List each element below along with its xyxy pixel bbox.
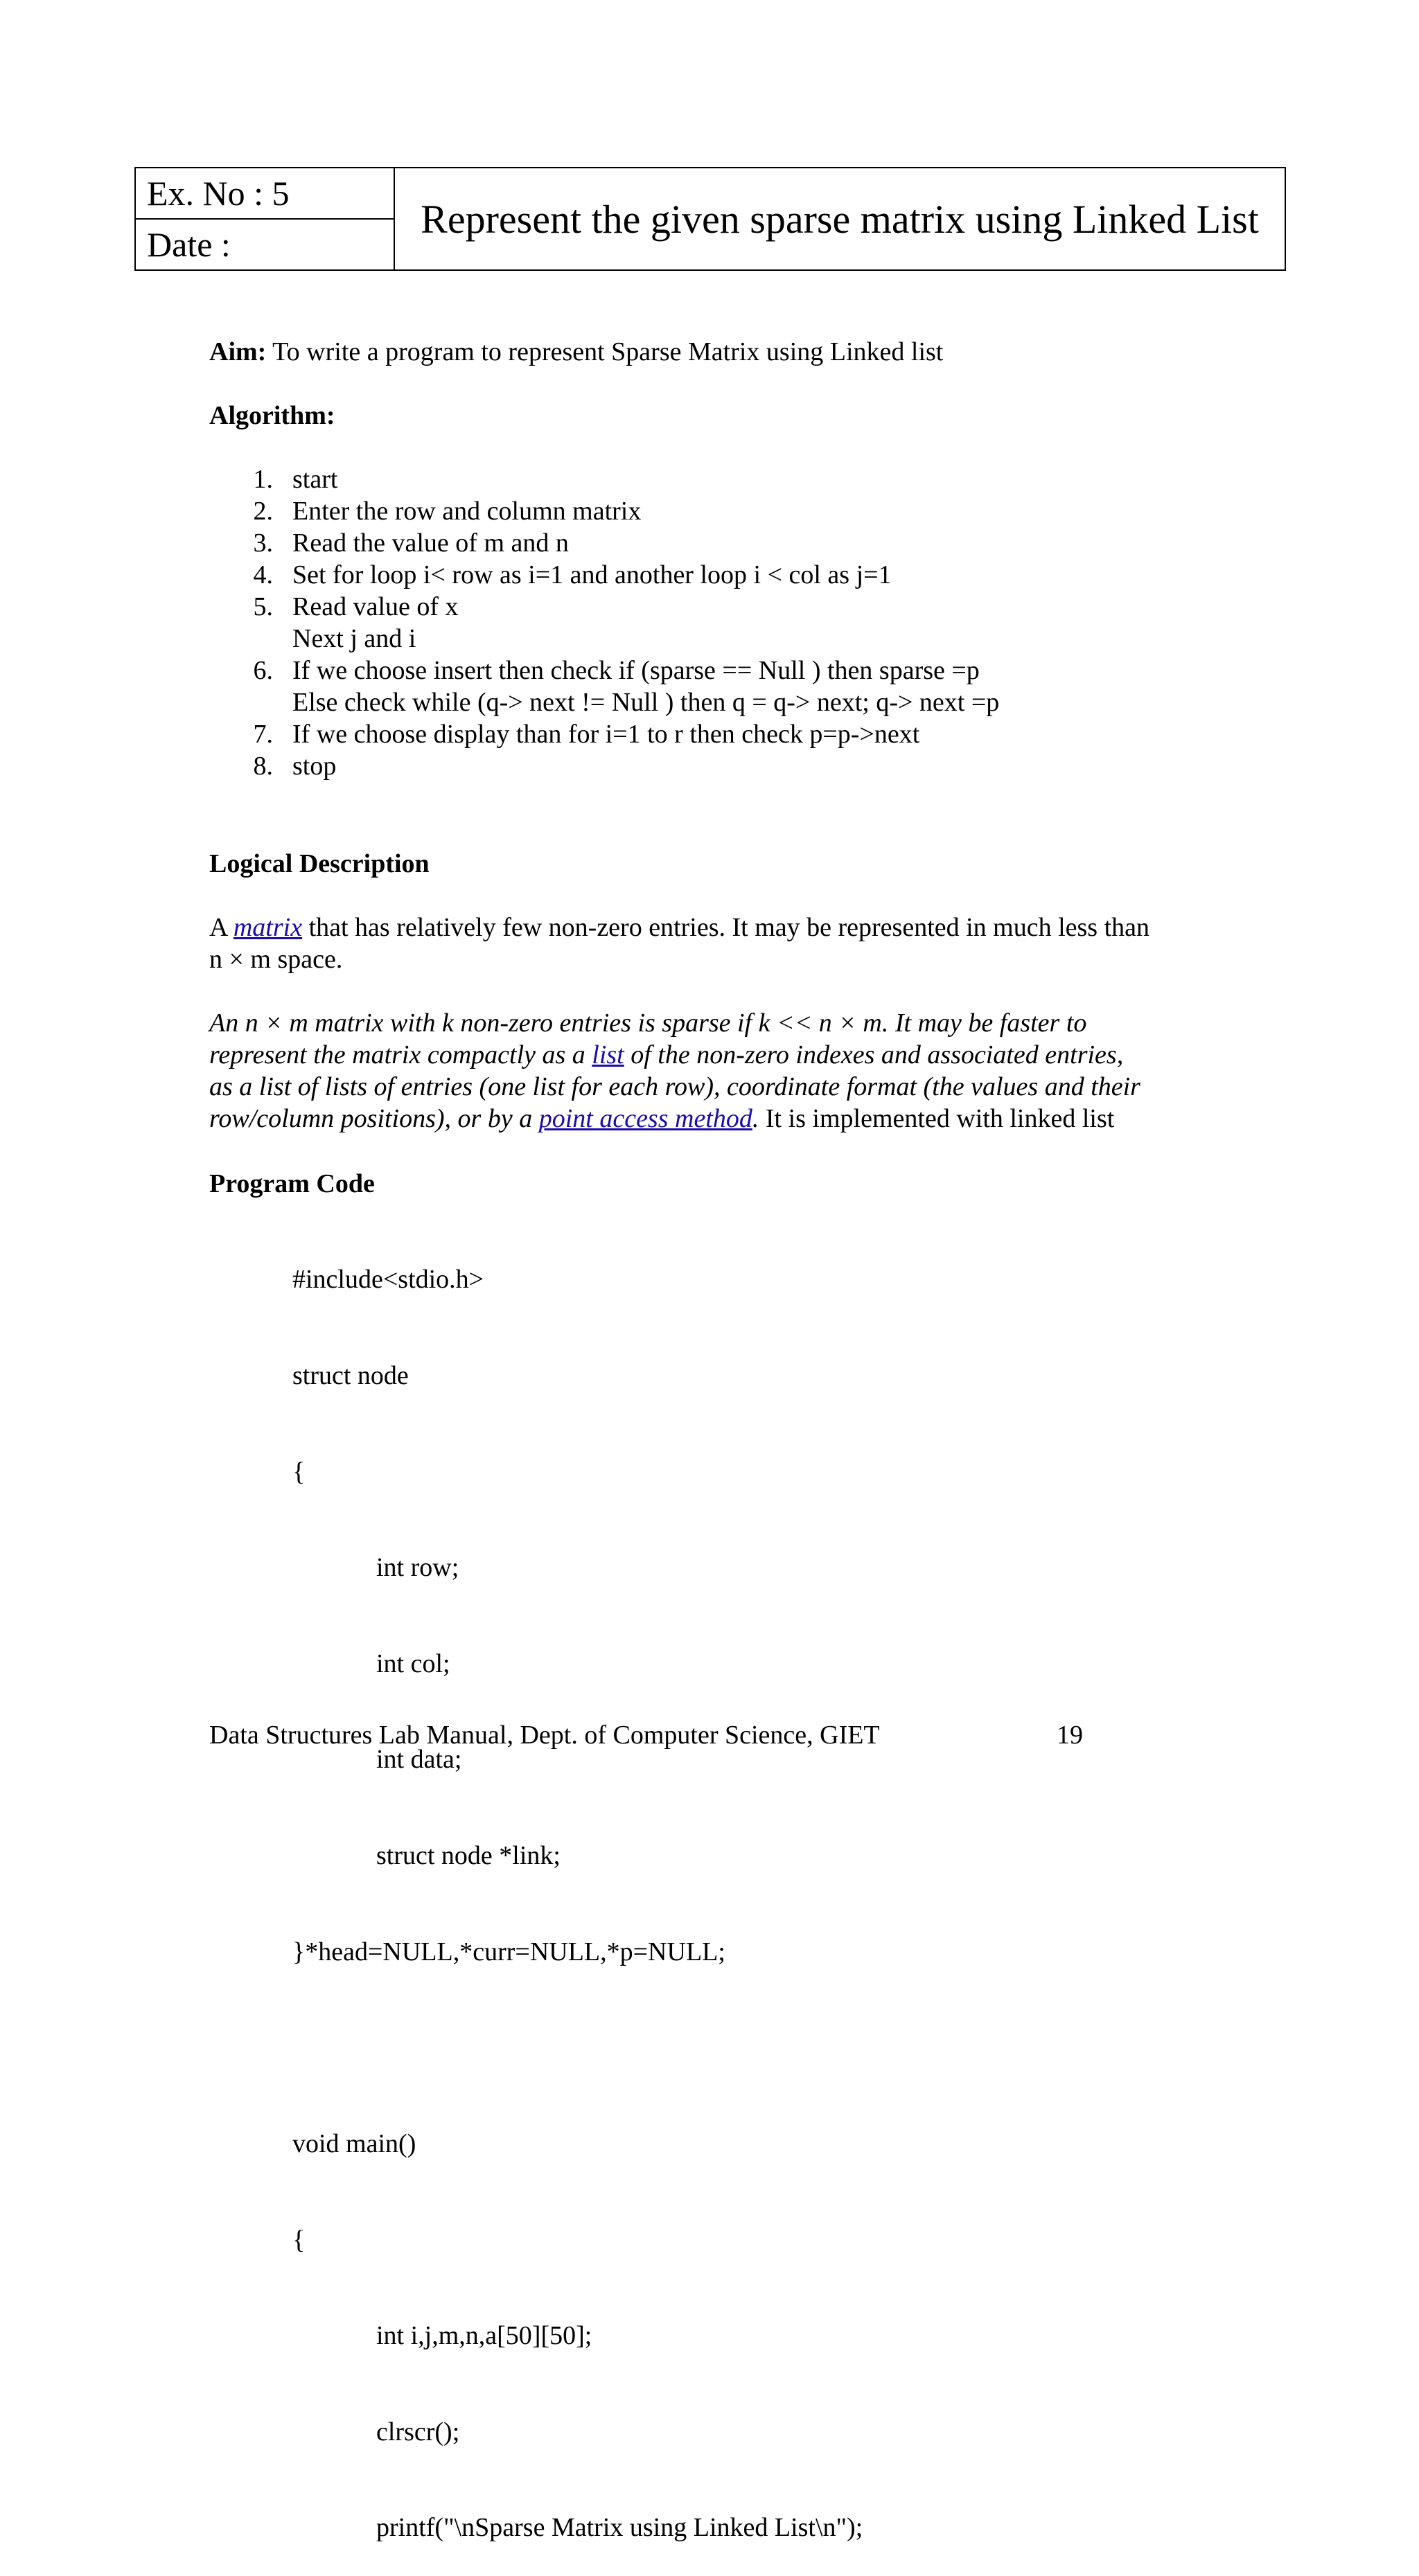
aim-paragraph	[209, 336, 943, 368]
aim-label: Aim:	[209, 337, 267, 366]
code-line: #include<stdio.h>	[292, 1265, 484, 1295]
code-line: int i,j,m,n,a[50][50];	[376, 2321, 592, 2351]
exercise-header-table	[134, 167, 1286, 271]
code-line: struct node	[292, 1361, 409, 1391]
footer-text: Data Structures Lab Manual, Dept. of Computer Science, GIET	[209, 1721, 880, 1750]
algorithm-heading: Algorithm:	[209, 401, 335, 430]
code-line: void main()	[292, 2129, 416, 2158]
list-link[interactable]: list	[592, 1040, 624, 1069]
logical-paragraph-1: A matrix that has relatively few non-zero entries. It may be represented in much less than n × m space.	[209, 913, 1150, 974]
code-line: printf("\nSparse Matrix using Linked List\n");	[376, 2513, 863, 2543]
logical-paragraph-2: An n × m matrix with k non-zero entries is sparse if k << n × m. It may be faster to represent the matrix compactly as a list of the non-zero indexes and associated entries, as a list of lists of entries (one list for each row), coordinate format (the values and their row/column positions), or by a point access method. It is implemented with linked list	[209, 1009, 1140, 1133]
program-code-heading: Program Code	[209, 1169, 375, 1198]
code-line: struct node *link;	[376, 1841, 561, 1871]
code-line: int data;	[376, 1745, 462, 1775]
exercise-title: Represent the given sparse matrix using Linked List	[394, 168, 1285, 270]
code-line: int col;	[376, 1649, 450, 1678]
point-access-method-link[interactable]: point access method	[538, 1104, 752, 1133]
aim-text: To write a program to represent Sparse Matrix using Linked list	[266, 337, 944, 366]
date-cell: Date :	[135, 219, 394, 270]
code-line: }*head=NULL,*curr=NULL,*p=NULL;	[292, 1937, 725, 1966]
code-line: {	[292, 2225, 306, 2255]
code-line	[292, 2032, 863, 2063]
code-line: {	[292, 1457, 306, 1486]
logical-description-heading: Logical Description	[209, 849, 430, 878]
matrix-link[interactable]: matrix	[233, 913, 303, 942]
ex-no-cell: Ex. No : 5	[135, 168, 394, 219]
program-code-block	[292, 1200, 863, 2576]
page-number: 19	[1057, 1721, 1083, 1750]
code-line: int row;	[376, 1553, 459, 1583]
code-line: clrscr();	[376, 2417, 460, 2446]
